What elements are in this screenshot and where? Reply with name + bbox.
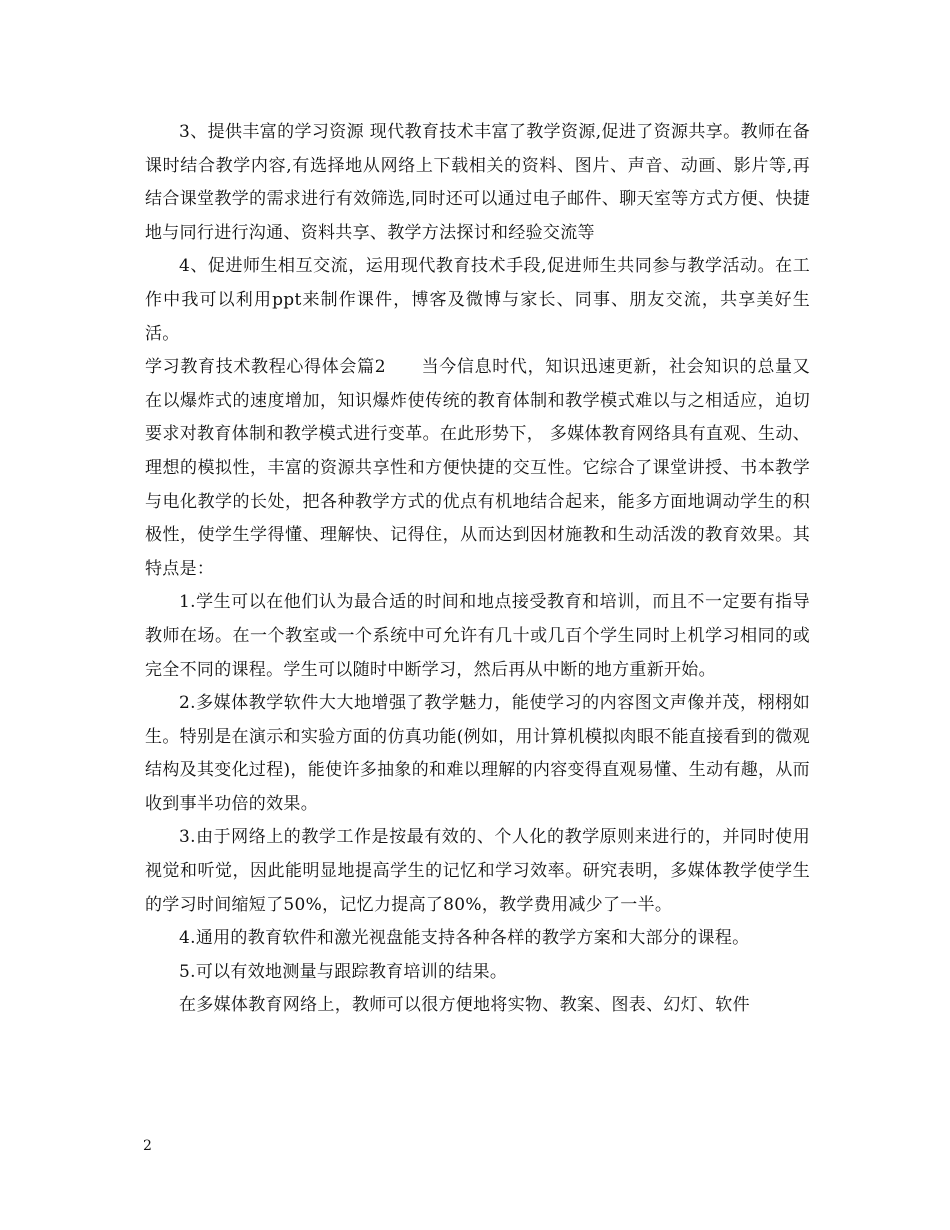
page-number: 2: [143, 1138, 152, 1154]
paragraph-point-2: 2.多媒体教学软件大大地增强了教学魅力，能使学习的内容图文声像并茂，栩栩如生。特别是在演示和实验方面的仿真功能(例如，用计算机模拟肉眼不能直接看到的微观结构及其变化过程)，能使许多抽象的和难以理解的内容变得直观易懂、生动有趣，从而收到事半功倍的效果。: [145, 693, 810, 814]
paragraph-teacher-student-exchange: 4、促进师生相互交流，运用现代教育技术手段,促进师生共同参与教学活动。在工作中我可以利用ppt来制作课件，博客及微博与家长、同事、朋友交流，共享美好生活。: [145, 256, 810, 344]
paragraph-learning-resources: 3、提供丰富的学习资源 现代教育技术丰富了教学资源,促进了资源共享。教师在备课时结合教学内容,有选择地从网络上下载相关的资料、图片、声音、动画、影片等,再结合课堂教学的需求进行有效筛选,同时还可以通过电子邮件、聊天室等方式方便、快捷地与同行进行沟通、资料共享、教学方法探讨和经验交流等: [145, 122, 810, 243]
document-body: [145, 116, 810, 1023]
paragraph-network-teaching: 在多媒体教育网络上，教师可以很方便地将实物、教案、图表、幻灯、软件: [179, 995, 750, 1016]
paragraph-point-4: 4.通用的教育软件和激光视盘能支持各种各样的教学方案和大部分的课程。: [179, 928, 750, 949]
paragraph-article-2-intro: 学习教育技术教程心得体会篇2 当今信息时代，知识迅速更新，社会知识的总量又在以爆炸式的速度增加，知识爆炸使传统的教育体制和教学模式难以与之相适应，迫切要求对教育体制和教学模式进行变革。在此形势下， 多媒体教育网络具有直观、生动、理想的模拟性，丰富的资源共享性和方便快捷的交互性。它综合了课堂讲授、书本教学与电化教学的长处，把各种教学方式的优点有机地结合起来，能多方面地调动学生的积极性，使学生学得懂、理解快、记得住，从而达到因材施教和生动活泼的教育效果。其特点是：: [145, 357, 810, 579]
paragraph-point-3: 3.由于网络上的教学工作是按最有效的、个人化的教学原则来进行的，并同时使用视觉和听觉，因此能明显地提高学生的记忆和学习效率。研究表明，多媒体教学使学生的学习时间缩短了50%，记忆力提高了80%，教学费用减少了一半。: [145, 827, 810, 915]
paragraph-point-5: 5.可以有效地测量与跟踪教育培训的结果。: [179, 961, 508, 982]
paragraph-point-1: 1.学生可以在他们认为最合适的时间和地点接受教育和培训，而且不一定要有指导教师在场。在一个教室或一个系统中可允许有几十或几百个学生同时上机学习相同的或完全不同的课程。学生可以随时中断学习，然后再从中断的地方重新开始。: [145, 592, 810, 680]
